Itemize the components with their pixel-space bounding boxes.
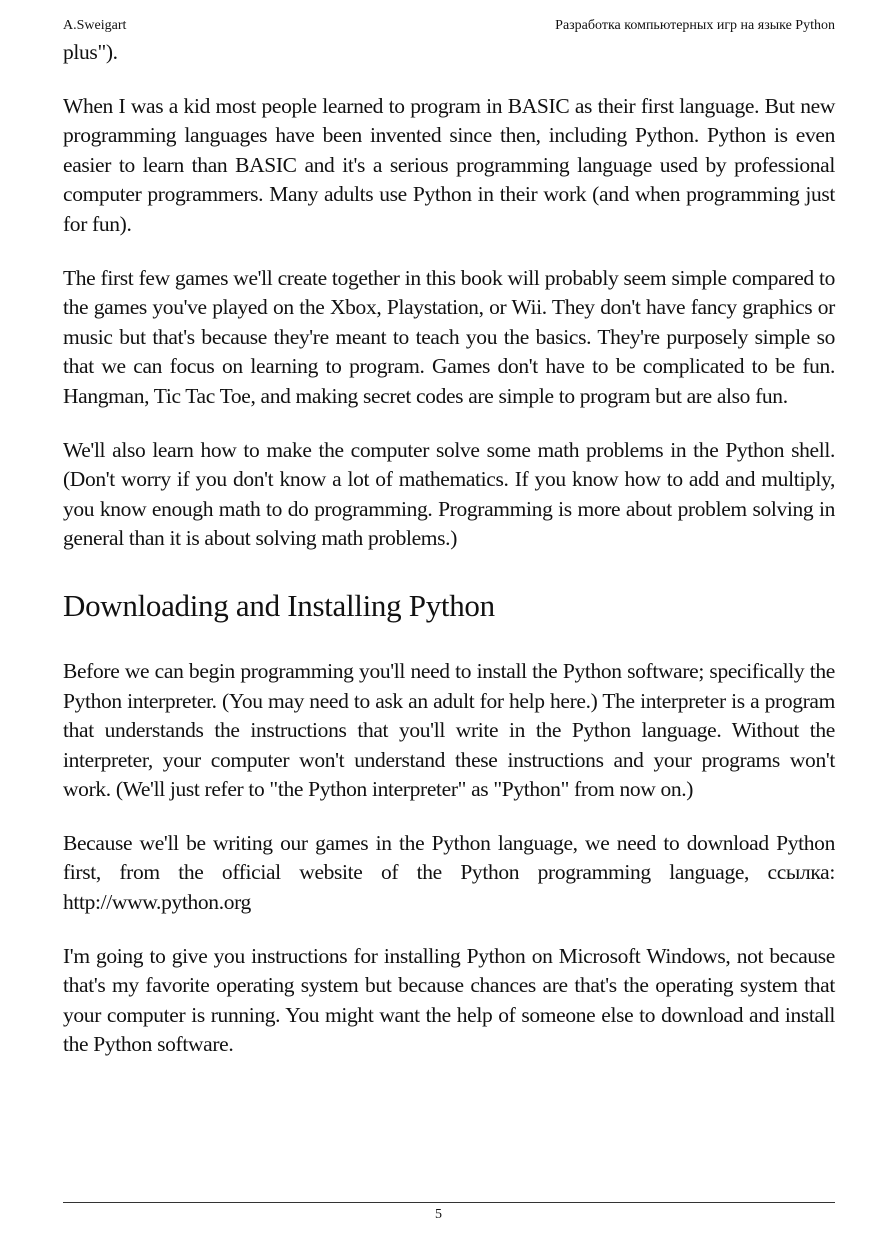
paragraph-basic-history: When I was a kid most people learned to program in BASIC as their first language. But new programming languages have been invented since then, including Python. Python is even easier to learn than BASIC and it's a serious programming language used by professional computer programmers. Many adults use Python in their work (and when programming just for fun). bbox=[63, 93, 835, 236]
section-heading: Downloading and Installing Python bbox=[63, 587, 495, 623]
page-content bbox=[63, 38, 835, 1060]
continued-paragraph-end: plus"). bbox=[63, 40, 118, 64]
paragraph-download-python: Because we'll be writing our games in the Python language, we need to download Python first, from the official website of the Python programming language, ссылка: http://www.python.org bbox=[63, 830, 835, 915]
paragraph-simple-games: The first few games we'll create together in this book will probably seem simple compared to the games you've played on the Xbox, Playstation, or Wii. They don't have fancy graphics or music but that's because they're meant to teach you the basics. They're purposely simple so that we can focus on learning to program. Games don't have to be complicated to be fun. Hangman, Tic Tac Toe, and making secret codes are simple to program but are also fun. bbox=[63, 265, 835, 408]
header-author: A.Sweigart bbox=[63, 18, 127, 33]
page-number: 5 bbox=[435, 1207, 442, 1222]
paragraph-windows-instructions: I'm going to give you instructions for installing Python on Microsoft Windows, not because that's my favorite operating system but because chances are that's the operating system that your computer is running. You might want the help of someone else to download and install the Python software. bbox=[63, 943, 835, 1057]
footer-divider bbox=[63, 1202, 835, 1203]
paragraph-install-interpreter: Before we can begin programming you'll need to install the Python software; specifically the Python interpreter. (You may need to ask an adult for help here.) The interpreter is a program that understands the instructions that you'll write in the Python language. Without the interpreter, your computer won't understand these instructions and your programs won't work. (We'll just refer to "the Python interpreter" as "Python" from now on.) bbox=[63, 658, 835, 802]
running-header bbox=[63, 17, 835, 35]
header-book-title: Разработка компьютерных игр на языке Python bbox=[555, 18, 835, 33]
paragraph-math-problems: We'll also learn how to make the computer solve some math problems in the Python shell. (Don't worry if you don't know a lot of mathematics. If you know how to add and multiply, you know enough math to do programming. Programming is more about problem solving in general than it is about solving math problems.) bbox=[63, 437, 835, 551]
